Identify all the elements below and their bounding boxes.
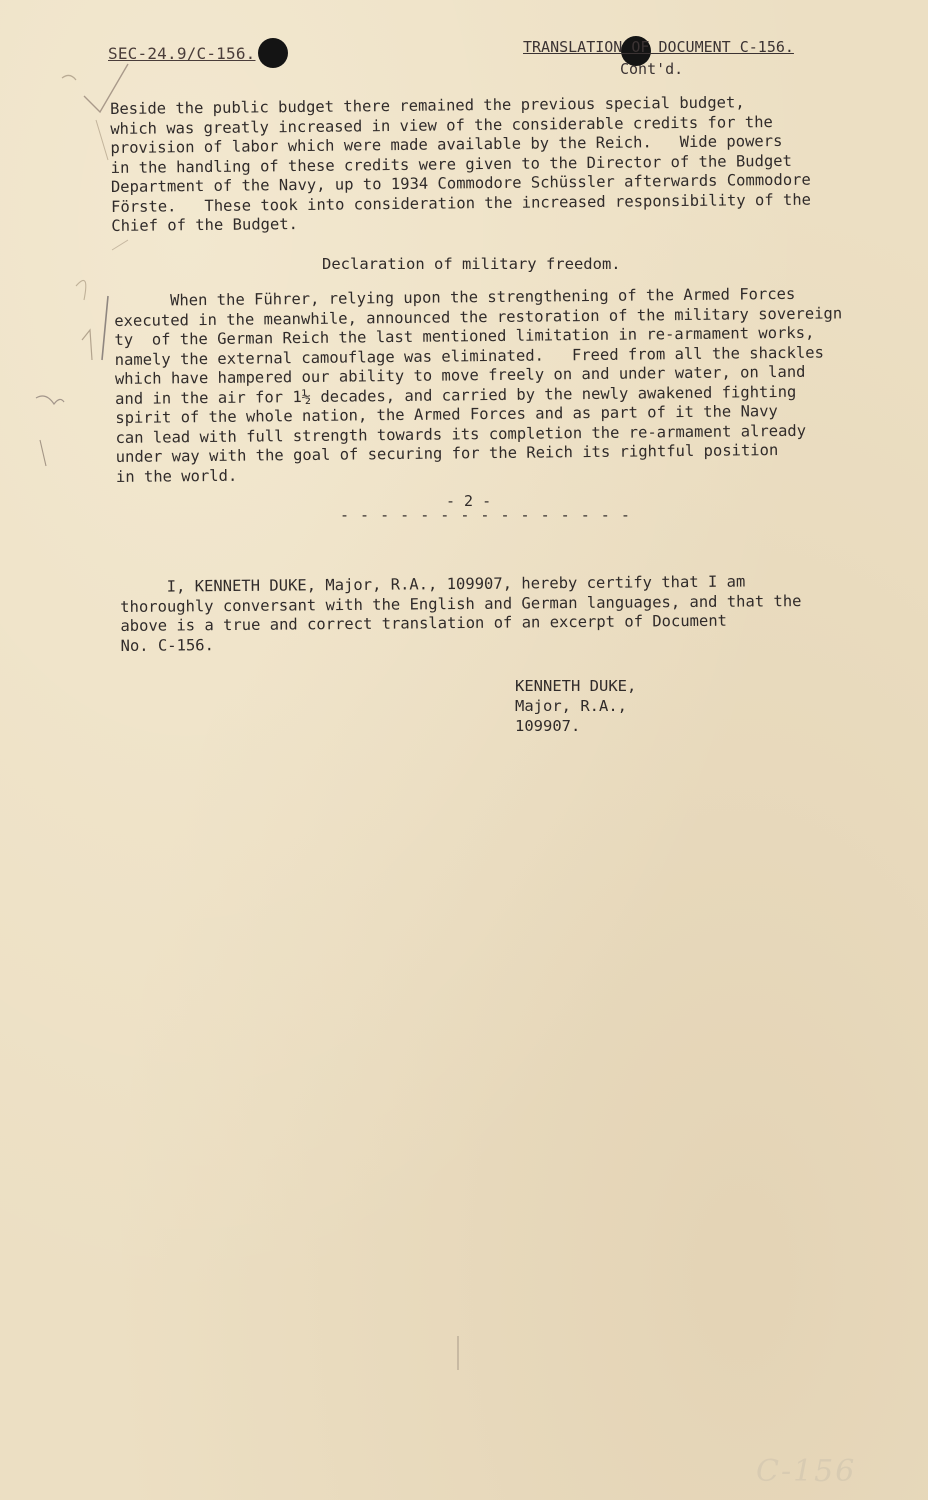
page-number: - 2 - xyxy=(446,492,492,510)
signature-block xyxy=(515,676,636,736)
handwritten-document-number: C-156 xyxy=(756,1454,857,1489)
document-title: TRANSLATION OF DOCUMENT C-156. xyxy=(523,38,794,56)
paragraph-budget: Beside the public budget there remained the previous special budget, which was greatly increased in view of the considerable credits for the provision of labor which were made available by the Reich. Wide powers in the handling of these credits were given to the Director of the Budget Department of the Navy, up to 1934 Commodore Schüssler afterwards Commodore Förste. These took into consideration the increased responsibility of the Chief of the Budget. xyxy=(110,93,812,235)
document-reference: SEC-24.9/C-156. xyxy=(108,44,256,63)
signature-number: 109907. xyxy=(515,717,581,735)
signature-rank: Major, R.A., xyxy=(515,697,627,715)
paragraph-military-freedom: When the Führer, relying upon the strengthening of the Armed Forces executed in the meanwhile, announced the restoration of the military sovereign ty of the German Reich the last mentioned limitation in re-armament works, namely the external camouflage was eliminated. Freed from all the shackles which have hampered our ability to move freely on and under water, on land and in the air for 1½ decades, and carried by the newly awakened fighting spirit of the whole nation, the Armed Forces and as part of it the Navy can lead with full strength towards its completion the re-armament already under way with the goal of securing for the Reich its rightful position in the world. xyxy=(114,284,843,486)
continued-label: Cont'd. xyxy=(620,60,684,78)
section-heading: Declaration of military freedom. xyxy=(322,255,621,273)
punch-hole xyxy=(258,38,288,68)
certification-paragraph: I, KENNETH DUKE, Major, R.A., 109907, hereby certify that I am thoroughly conversant with the English and German languages, and that the above is a true and correct translation of an excerpt of Document No. C-156. xyxy=(120,572,802,655)
separator-line: - - - - - - - - - - - - - - - xyxy=(340,506,631,524)
signature-name: KENNETH DUKE, xyxy=(515,677,637,695)
